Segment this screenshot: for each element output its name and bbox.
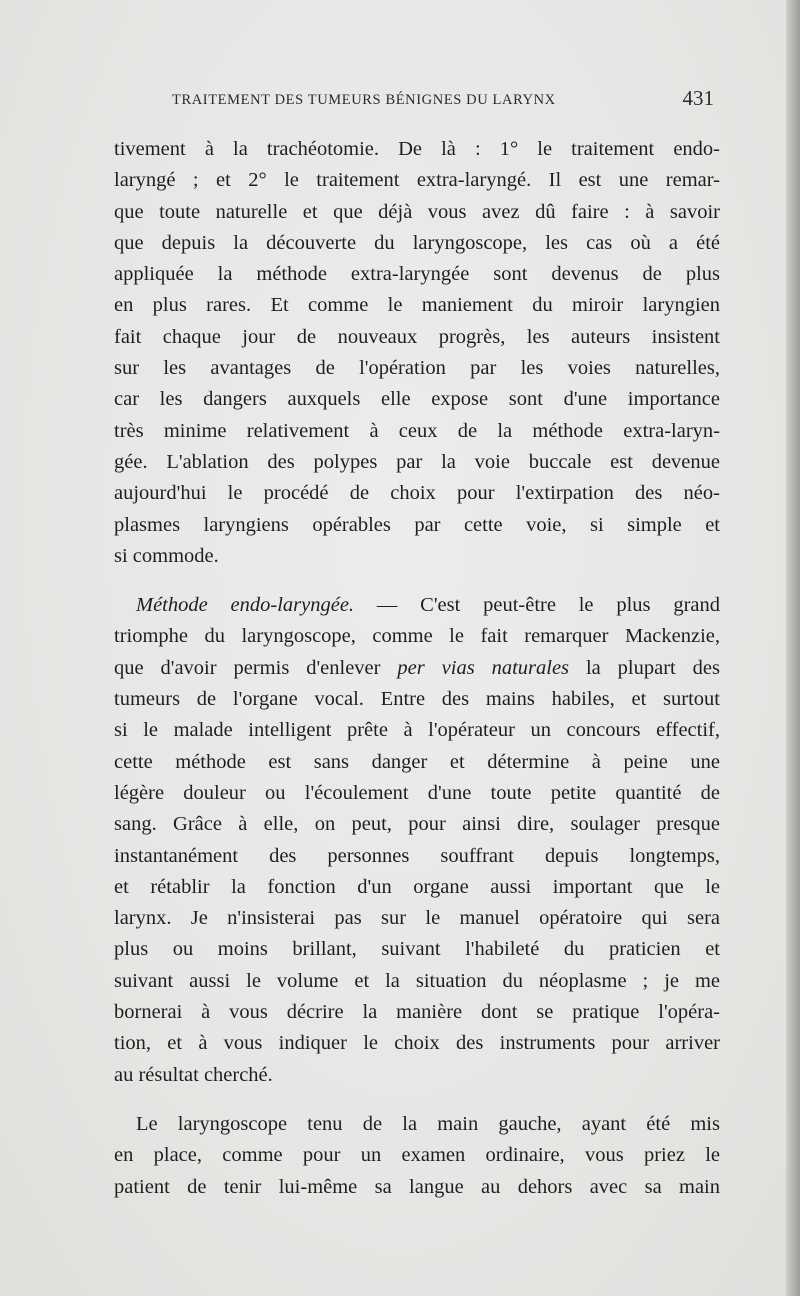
section-heading: Méthode endo-laryngée. [136, 594, 355, 617]
text-line: que toute naturelle et que déjà vous avez dû faire : à savoir [114, 200, 720, 223]
text-line: en plus rares. Et comme le maniement du miroir laryngien [114, 294, 720, 317]
text-line: que depuis la découverte du laryngoscope, les cas où a été [114, 231, 720, 254]
text-line: bornerai à vous décrire la manière dont se pratique l'opéra- [114, 1001, 720, 1024]
text-line: et rétablir la fonction d'un organe aussi important que le [114, 875, 720, 898]
text-line: si le malade intelligent prête à l'opérateur un concours effectif, [114, 719, 720, 742]
text-line: si commode. [114, 544, 219, 567]
text-line: sur les avantages de l'opération par les voies naturelles, [114, 357, 720, 380]
paragraph-gap [114, 572, 720, 590]
paragraph-3 [114, 1109, 720, 1203]
text-line: sang. Grâce à elle, on peut, pour ainsi dire, soulager presque [114, 813, 720, 836]
text-line: très minime relativement à ceux de la méthode extra-laryn- [114, 419, 720, 442]
text-line: larynx. Je n'insisterai pas sur le manuel opératoire qui sera [114, 907, 720, 930]
text-line: tumeurs de l'organe vocal. Entre des mains habiles, et surtout [114, 688, 720, 711]
text-line: fait chaque jour de nouveaux progrès, les auteurs insistent [114, 325, 720, 348]
text-line-with-latin [114, 653, 720, 684]
text-line: tion, et à vous indiquer le choix des instruments pour arriver [114, 1032, 720, 1055]
text-line: cette méthode est sans danger et détermine à peine une [114, 750, 720, 773]
text-line: légère douleur ou l'écoulement d'une toute petite quantité de [114, 781, 720, 804]
line-start: que d'avoir permis d'enlever [114, 656, 398, 679]
text-line: aujourd'hui le procédé de choix pour l'extirpation des néo- [114, 482, 720, 505]
text-line: au résultat cherché. [114, 1063, 273, 1086]
text-line: instantanément des personnes souffrant depuis longtemps, [114, 844, 720, 867]
paragraph-2 [114, 590, 720, 1091]
text-line: suivant aussi le volume et la situation du néoplasme ; je me [114, 969, 720, 992]
text-line: car les dangers auxquels elle expose sont d'une importance [114, 388, 720, 411]
body-text [114, 134, 720, 1203]
paragraph-gap [114, 1091, 720, 1109]
page-number: 431 [682, 86, 714, 110]
latin-phrase: per vias naturales [397, 656, 570, 679]
text-line: triomphe du laryngoscope, comme le fait remarquer Mackenzie, [114, 625, 720, 648]
text-line: plus ou moins brillant, suivant l'habileté du praticien et [114, 938, 720, 961]
text-line: Le laryngoscope tenu de la main gauche, ayant été mis [136, 1112, 720, 1135]
line-end: la plupart des [569, 656, 720, 679]
text-line: laryngé ; et 2° le traitement extra-laryngé. Il est une remar- [114, 169, 720, 192]
text-line: en place, comme pour un examen ordinaire, vous priez le [114, 1144, 720, 1167]
text-line: gée. L'ablation des polypes par la voie buccale est devenue [114, 450, 720, 473]
text-line: appliquée la méthode extra-laryngée sont devenus de plus [114, 263, 720, 286]
running-title: TRAITEMENT DES TUMEURS BÉNIGNES DU LARYNX [172, 92, 556, 108]
text-line: tivement à la trachéotomie. De là : 1° le traitement endo- [114, 138, 720, 160]
page-header [172, 86, 714, 116]
heading-line-rest: — C'est peut-être le plus grand [354, 594, 720, 617]
text-line-with-heading [114, 590, 720, 621]
paragraph-1 [114, 134, 720, 572]
text-line: patient de tenir lui-même sa langue au dehors avec sa main [114, 1175, 720, 1198]
text-line: plasmes laryngiens opérables par cette voie, si simple et [114, 513, 720, 536]
page-spine-shadow [786, 0, 800, 1296]
